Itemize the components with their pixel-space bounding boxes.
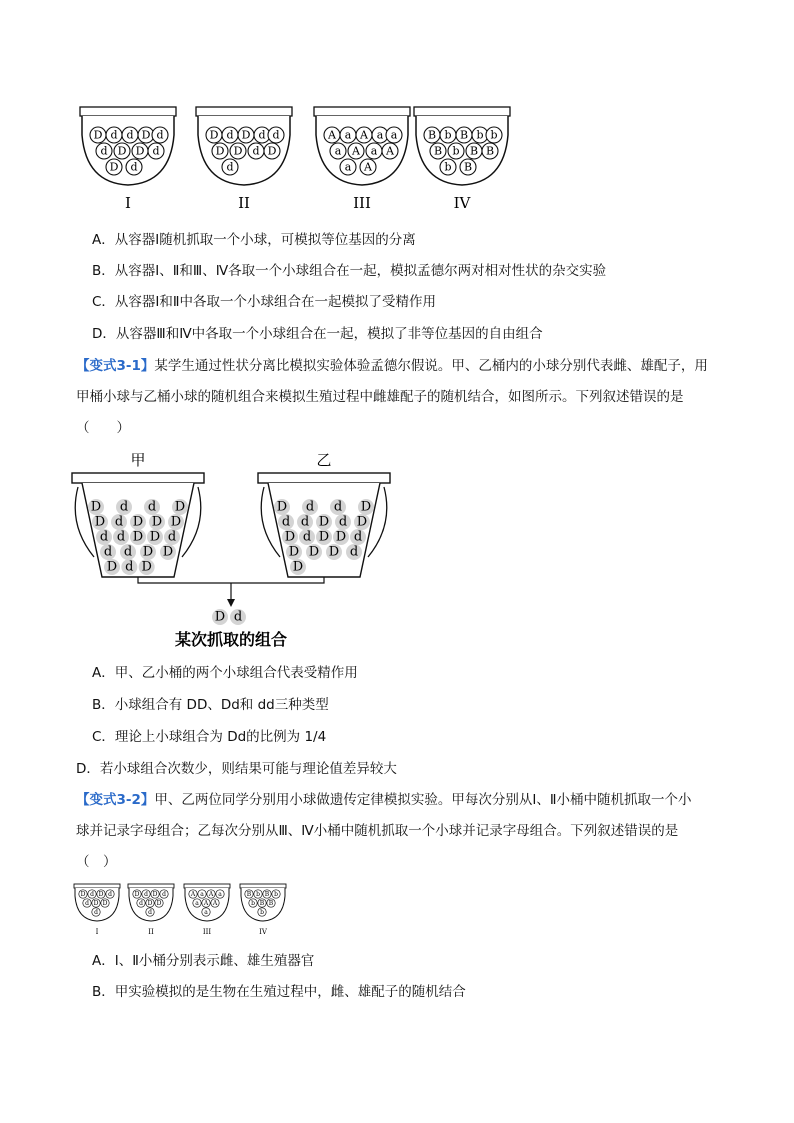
svg-text:d: d — [94, 909, 98, 916]
svg-text:d: d — [162, 891, 166, 898]
svg-text:d: d — [100, 144, 108, 158]
svg-text:D: D — [142, 544, 154, 560]
bucket-ball — [130, 529, 146, 545]
svg-text:a: a — [344, 160, 352, 174]
svg-text:d: d — [99, 529, 109, 545]
container-figure — [70, 100, 520, 220]
small-ball — [97, 890, 105, 898]
svg-text:D: D — [356, 514, 368, 530]
svg-text:B: B — [268, 900, 274, 907]
svg-text:D: D — [214, 609, 226, 625]
svg-text:D: D — [156, 900, 162, 907]
svg-text:b: b — [251, 900, 255, 907]
ball — [430, 143, 446, 159]
small-ball — [272, 890, 280, 898]
bucket-ball — [147, 529, 163, 545]
small-ball — [88, 890, 96, 898]
combo-ball — [230, 609, 246, 625]
svg-text:D: D — [170, 514, 182, 530]
svg-text:B: B — [264, 891, 270, 898]
connector-line — [138, 577, 324, 583]
bucket-label: 乙 — [316, 451, 332, 469]
svg-text:D: D — [233, 144, 243, 158]
small-ball — [92, 908, 100, 916]
ball — [486, 127, 502, 143]
svg-text:D: D — [93, 900, 99, 907]
v32-stem-text1: 甲、乙两位同学分别用小球做遗传定律模拟实验。甲每次分别从Ⅰ、Ⅱ小桶中随机抓取一个小 — [154, 792, 692, 808]
bucket-ball — [274, 499, 290, 515]
bucket-yi — [258, 451, 390, 577]
ball — [114, 143, 130, 159]
ball — [248, 143, 264, 159]
svg-text:D: D — [215, 144, 225, 158]
svg-text:D: D — [151, 514, 163, 530]
small-ball — [155, 899, 163, 907]
container-4 — [414, 107, 510, 185]
bucket-ball — [96, 529, 112, 545]
bucket-ball — [92, 514, 108, 530]
v31-option-a: A．甲、乙小桶的两个小球组合代表受精作用 — [92, 665, 358, 681]
bucket-rim — [72, 473, 204, 483]
v31-stem-line2: 甲桶小球与乙桶小球的随机组合来模拟生殖过程中雌雄配子的随机结合，如图所示。下列叙述错误的是 — [76, 389, 684, 405]
svg-text:B: B — [246, 891, 252, 898]
svg-text:D: D — [141, 128, 151, 142]
svg-text:d: d — [333, 499, 343, 515]
svg-text:B: B — [485, 144, 495, 158]
bucket-ball — [335, 514, 351, 530]
svg-text:D: D — [276, 499, 288, 515]
svg-text:D: D — [335, 529, 347, 545]
bucket-ball — [290, 559, 306, 575]
svg-text:d: d — [338, 514, 348, 530]
ball — [212, 143, 228, 159]
bucket-ball — [302, 499, 318, 515]
small-ball — [263, 890, 271, 898]
bucket-ball — [333, 529, 349, 545]
ball — [106, 127, 122, 143]
ball — [90, 127, 106, 143]
v32-tag: 【变式3-2】 — [76, 792, 155, 808]
svg-text:B: B — [469, 144, 479, 158]
small-container-2 — [128, 884, 174, 921]
svg-text:d: d — [119, 499, 129, 515]
bucket-ball — [164, 529, 180, 545]
svg-text:D: D — [209, 128, 219, 142]
bucket-ball — [172, 499, 188, 515]
ball — [356, 127, 372, 143]
svg-text:a: a — [195, 900, 199, 907]
small-ball — [202, 908, 210, 916]
container-2 — [196, 107, 292, 185]
svg-text:d: d — [85, 900, 89, 907]
small-ball — [101, 899, 109, 907]
container-rim — [314, 107, 410, 116]
svg-text:d: d — [152, 144, 160, 158]
svg-text:D: D — [132, 514, 144, 530]
small-ball — [146, 899, 154, 907]
svg-text:D: D — [318, 514, 330, 530]
svg-text:D: D — [132, 529, 144, 545]
svg-text:a: a — [370, 144, 378, 158]
svg-text:d: d — [233, 609, 243, 625]
ball — [238, 127, 254, 143]
svg-text:D: D — [117, 144, 127, 158]
ball — [460, 159, 476, 175]
svg-text:b: b — [476, 128, 484, 142]
svg-text:d: d — [156, 128, 164, 142]
svg-text:a: a — [200, 891, 204, 898]
svg-text:B: B — [433, 144, 443, 158]
svg-text:d: d — [305, 499, 315, 515]
bucket-ball — [299, 529, 315, 545]
small-container-label: I — [95, 928, 99, 936]
ball — [132, 143, 148, 159]
ball — [148, 143, 164, 159]
svg-text:d: d — [252, 144, 260, 158]
small-ball — [151, 890, 159, 898]
small-ball — [137, 899, 145, 907]
small-container-figure — [70, 880, 300, 940]
bucket-ball — [326, 544, 342, 560]
container-rim — [80, 107, 176, 116]
bucket-ball — [113, 529, 129, 545]
combo-caption: 某次抓取的组合 — [174, 630, 288, 649]
svg-text:D: D — [308, 544, 320, 560]
svg-text:d: d — [126, 128, 134, 142]
v31-option-d: D．若小球组合次数少，则结果可能与理论值差异较大 — [76, 761, 397, 777]
ball — [482, 143, 498, 159]
svg-text:b: b — [274, 891, 278, 898]
bucket-ball — [160, 544, 176, 560]
svg-text:d: d — [90, 891, 94, 898]
ball — [126, 159, 142, 175]
bucket-label: 甲 — [130, 451, 146, 469]
svg-text:D: D — [267, 144, 277, 158]
bucket-ball — [316, 529, 332, 545]
svg-text:d: d — [226, 160, 234, 174]
svg-text:d: d — [114, 514, 124, 530]
svg-text:a: a — [218, 891, 222, 898]
small-ball — [83, 899, 91, 907]
small-container-3 — [184, 884, 230, 921]
v32-blank: （ ） — [76, 854, 117, 870]
svg-text:D: D — [241, 128, 251, 142]
small-ball — [258, 899, 266, 907]
svg-text:D: D — [98, 891, 104, 898]
svg-text:D: D — [149, 529, 161, 545]
svg-text:D: D — [94, 514, 106, 530]
small-ball — [92, 899, 100, 907]
v32-stem-line1 — [76, 790, 692, 810]
svg-text:A: A — [328, 128, 336, 142]
svg-text:b: b — [256, 891, 260, 898]
bucket-ball — [286, 544, 302, 560]
ball — [122, 127, 138, 143]
svg-text:D: D — [318, 529, 330, 545]
small-ball — [189, 890, 197, 898]
bucket-ball — [316, 514, 332, 530]
small-container-rim — [74, 884, 120, 888]
ball — [324, 127, 340, 143]
ball — [152, 127, 168, 143]
svg-text:D: D — [147, 900, 153, 907]
svg-text:d: d — [130, 160, 138, 174]
small-container-4 — [240, 884, 286, 921]
ball — [440, 159, 456, 175]
svg-text:D: D — [174, 499, 186, 515]
bucket-figure — [68, 445, 398, 655]
ball — [448, 143, 464, 159]
bucket-ball — [100, 544, 116, 560]
svg-text:a: a — [334, 144, 342, 158]
ball — [206, 127, 222, 143]
svg-text:D: D — [360, 499, 372, 515]
svg-text:d: d — [148, 909, 152, 916]
bucket-ball — [306, 544, 322, 560]
arrow-head — [227, 599, 235, 607]
ball — [424, 127, 440, 143]
svg-text:D: D — [141, 559, 152, 575]
svg-text:D: D — [93, 128, 103, 142]
svg-text:B: B — [259, 900, 265, 907]
small-ball — [106, 890, 114, 898]
svg-text:b: b — [452, 144, 460, 158]
bucket-ball — [168, 514, 184, 530]
svg-text:d: d — [123, 544, 133, 560]
svg-text:D: D — [90, 499, 102, 515]
small-ball — [142, 890, 150, 898]
bucket-jia — [72, 451, 204, 577]
small-ball — [146, 908, 154, 916]
svg-text:d: d — [349, 544, 359, 560]
combo-ball — [212, 609, 228, 625]
ball — [466, 143, 482, 159]
small-ball — [193, 899, 201, 907]
svg-text:d: d — [116, 529, 126, 545]
svg-text:a: a — [390, 128, 398, 142]
small-container-label: IV — [259, 928, 267, 936]
ball — [222, 127, 238, 143]
ball — [440, 127, 456, 143]
bucket-ball — [358, 499, 374, 515]
svg-text:A: A — [360, 128, 368, 142]
v32-option-a: A．Ⅰ、Ⅱ小桶分别表示雌、雄生殖器官 — [92, 953, 315, 969]
bucket-ball — [144, 499, 160, 515]
svg-text:B: B — [463, 160, 473, 174]
svg-text:D: D — [328, 544, 340, 560]
v31-stem-line1 — [76, 356, 708, 376]
small-container-label: II — [148, 928, 154, 936]
ball — [96, 143, 112, 159]
svg-text:d: d — [125, 559, 134, 575]
small-ball — [245, 890, 253, 898]
bucket-ball — [282, 529, 298, 545]
container-label: IV — [453, 194, 471, 212]
bucket-rim — [258, 473, 390, 483]
svg-text:D: D — [135, 144, 145, 158]
svg-text:d: d — [302, 529, 312, 545]
svg-text:d: d — [139, 900, 143, 907]
svg-text:D: D — [288, 544, 300, 560]
container-label: I — [125, 194, 131, 212]
svg-text:D: D — [109, 160, 119, 174]
bucket-ball — [149, 514, 165, 530]
bucket-ball — [139, 559, 155, 575]
small-container-rim — [240, 884, 286, 888]
svg-text:d: d — [272, 128, 280, 142]
svg-text:D: D — [162, 544, 174, 560]
v32-option-b: B．甲实验模拟的是生物在生殖过程中，雌、雄配子的随机结合 — [92, 984, 466, 1000]
svg-text:A: A — [212, 900, 218, 907]
svg-text:D: D — [292, 559, 304, 575]
ball — [360, 159, 376, 175]
bucket-ball — [120, 544, 136, 560]
container-3 — [314, 107, 410, 185]
ball — [456, 127, 472, 143]
svg-text:B: B — [427, 128, 437, 142]
svg-text:d: d — [147, 499, 157, 515]
svg-text:D: D — [80, 891, 86, 898]
small-ball — [254, 890, 262, 898]
container-label: III — [353, 194, 371, 212]
q3-option-c: C．从容器Ⅰ和Ⅱ中各取一个小球组合在一起模拟了受精作用 — [92, 294, 437, 310]
container-label: II — [238, 194, 250, 212]
svg-text:D: D — [106, 559, 118, 575]
svg-text:A: A — [203, 900, 209, 907]
small-ball — [198, 890, 206, 898]
small-ball — [211, 899, 219, 907]
small-ball — [207, 890, 215, 898]
svg-text:B: B — [459, 128, 469, 142]
ball — [348, 143, 364, 159]
small-ball — [216, 890, 224, 898]
ball — [264, 143, 280, 159]
svg-text:d: d — [108, 891, 112, 898]
ball — [340, 127, 356, 143]
small-container-rim — [184, 884, 230, 888]
svg-text:D: D — [152, 891, 158, 898]
svg-text:b: b — [444, 128, 452, 142]
container-1 — [80, 107, 176, 185]
svg-text:d: d — [258, 128, 266, 142]
ball — [386, 127, 402, 143]
ball — [106, 159, 122, 175]
bucket-ball — [140, 544, 156, 560]
v31-stem-text1: 某学生通过性状分离比模拟实验体验孟德尔假说。甲、乙桶内的小球分别代表雌、雄配子，用 — [154, 358, 708, 374]
svg-text:d: d — [144, 891, 148, 898]
v31-option-c: C．理论上小球组合为 Dd的比例为 1/4 — [92, 729, 327, 745]
v31-option-b: B．小球组合有 DD、Dd和 dd三种类型 — [92, 697, 329, 713]
ball — [340, 159, 356, 175]
svg-text:A: A — [386, 144, 394, 158]
small-ball — [267, 899, 275, 907]
svg-text:A: A — [208, 891, 214, 898]
bucket-ball — [130, 514, 146, 530]
svg-text:d: d — [110, 128, 118, 142]
bucket-ball — [116, 499, 132, 515]
q3-option-a: A．从容器Ⅰ随机抓取一个小球，可模拟等位基因的分离 — [92, 232, 416, 248]
ball — [230, 143, 246, 159]
small-container-1 — [74, 884, 120, 921]
ball — [366, 143, 382, 159]
svg-text:a: a — [376, 128, 384, 142]
v32-stem-line2: 球并记录字母组合；乙每次分别从Ⅲ、Ⅳ小桶中随机抓取一个小球并记录字母组合。下列叙述错误的是 — [76, 823, 679, 839]
small-ball — [249, 899, 257, 907]
bucket-ball — [354, 514, 370, 530]
svg-text:d: d — [167, 529, 177, 545]
v31-blank: （ ） — [76, 420, 130, 436]
bucket-ball — [88, 499, 104, 515]
svg-text:d: d — [103, 544, 113, 560]
bucket-ball — [350, 529, 366, 545]
svg-text:b: b — [490, 128, 498, 142]
q3-option-b: B．从容器Ⅰ、Ⅱ和Ⅲ、Ⅳ各取一个小球组合在一起，模拟孟德尔两对相对性状的杂交实验 — [92, 263, 607, 279]
svg-text:b: b — [260, 909, 264, 916]
bucket-ball — [104, 559, 120, 575]
small-ball — [133, 890, 141, 898]
small-ball — [202, 899, 210, 907]
container-rim — [196, 107, 292, 116]
svg-text:A: A — [190, 891, 196, 898]
svg-text:a: a — [204, 909, 208, 916]
svg-text:D: D — [102, 900, 108, 907]
small-ball — [79, 890, 87, 898]
svg-text:D: D — [284, 529, 296, 545]
ball — [222, 159, 238, 175]
ball — [268, 127, 284, 143]
ball — [330, 143, 346, 159]
svg-text:d: d — [226, 128, 234, 142]
svg-text:A: A — [364, 160, 372, 174]
svg-text:A: A — [352, 144, 360, 158]
svg-text:b: b — [444, 160, 452, 174]
small-ball — [160, 890, 168, 898]
svg-text:d: d — [281, 514, 291, 530]
small-container-label: III — [202, 928, 212, 936]
small-container-rim — [128, 884, 174, 888]
bucket-ball — [297, 514, 313, 530]
bucket-ball — [330, 499, 346, 515]
svg-text:D: D — [134, 891, 140, 898]
bucket-ball — [346, 544, 362, 560]
svg-text:d: d — [353, 529, 363, 545]
q3-option-d: D．从容器Ⅲ和Ⅳ中各取一个小球组合在一起，模拟了非等位基因的自由组合 — [92, 326, 543, 342]
svg-text:a: a — [344, 128, 352, 142]
small-ball — [258, 908, 266, 916]
bucket-ball — [278, 514, 294, 530]
bucket-ball — [111, 514, 127, 530]
v31-tag: 【变式3-1】 — [76, 358, 155, 374]
ball — [382, 143, 398, 159]
svg-text:d: d — [300, 514, 310, 530]
container-rim — [414, 107, 510, 116]
bucket-ball — [121, 559, 137, 575]
